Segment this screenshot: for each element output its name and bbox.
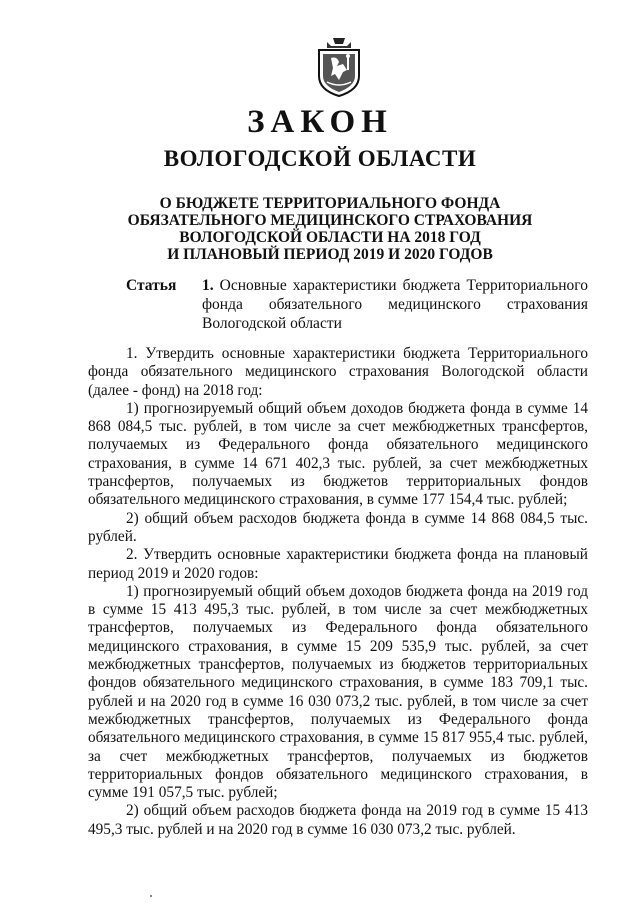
article-body — [88, 345, 588, 839]
law-heading-line: И ПЛАНОВЫЙ ПЕРИОД 2019 И 2020 ГОДОВ — [167, 246, 493, 263]
paragraph: 2) общий объем расходов бюджета фонда на 2019 год в сумме 15 413 495,3 тыс. рублей и на 2020 год в сумме 16 030 073,2 тыс. рублей. — [88, 802, 588, 838]
vologda-coat-of-arms-icon — [313, 36, 365, 98]
article-title-block — [202, 276, 588, 333]
paragraph: 2) общий объем расходов бюджета фонда в сумме 14 868 084,5 тыс. рублей. — [88, 509, 588, 545]
law-heading-line: ОБЯЗАТЕЛЬНОГО МЕДИЦИНСКОГО СТРАХОВАНИЯ — [127, 212, 533, 229]
document-subtitle: ВОЛОГОДСКОЙ ОБЛАСТИ — [163, 146, 477, 171]
article-label: Статья — [126, 277, 177, 294]
law-heading — [110, 195, 550, 263]
paragraph: 2. Утвердить основные характеристики бюджета фонда на плановый период 2019 и 2020 годов: — [88, 546, 588, 582]
paragraph: 1) прогнозируемый общий объем доходов бюджета фонда в сумме 14 868 084,5 тыс. рублей, в том числе за счет межбюджетных трансфертов, получаемых из Федерального фонда обязательного медицинского страхования, в сумме 14 671 402,3 тыс. рублей, за счет межбюджетных трансфертов, получаемых из бюджетов территориальных фондов обязательного медицинского страхования, в сумме 177 154,4 тыс. рублей; — [88, 399, 588, 509]
paragraph: 1. Утвердить основные характеристики бюджета Территориального фонда обязательного медицинского страхования Вологодской области (далее - фонд) на 2018 год: — [88, 345, 588, 399]
scan-dot — [150, 895, 152, 897]
law-heading-line: О БЮДЖЕТЕ ТЕРРИТОРИАЛЬНОГО ФОНДА — [159, 195, 501, 212]
article-title: Основные характеристики бюджета Территориального фонда обязательного медицинского страхования Вологодской области — [202, 277, 588, 332]
article-number: 1. — [202, 277, 214, 294]
paragraph: 1) прогнозируемый общий объем доходов бюджета фонда на 2019 год в сумме 15 413 495,3 тыс. рублей, в том числе за счет межбюджетных трансфертов, получаемых из Федерального фонда обязательного медицинского страхования, в сумме 15 209 535,9 тыс. рублей, за счет межбюджетных трансфертов, получаемых из бюджетов территориальных фондов обязательного медицинского страхования, в сумме 183 709,1 тыс. рублей и на 2020 год в сумме 16 030 073,2 тыс. рублей, в том числе за счет межбюджетных трансфертов, получаемых из Федерального фонда обязательного медицинского страхования, в сумме 15 817 955,4 тыс. рублей, за счет межбюджетных трансфертов, получаемых из бюджетов территориальных фондов обязательного медицинского страхования, в сумме 191 057,5 тыс. рублей; — [88, 582, 588, 802]
law-heading-line: ВОЛОГОДСКОЙ ОБЛАСТИ НА 2018 ГОД — [179, 229, 481, 246]
document-title: ЗАКОН — [247, 104, 393, 140]
